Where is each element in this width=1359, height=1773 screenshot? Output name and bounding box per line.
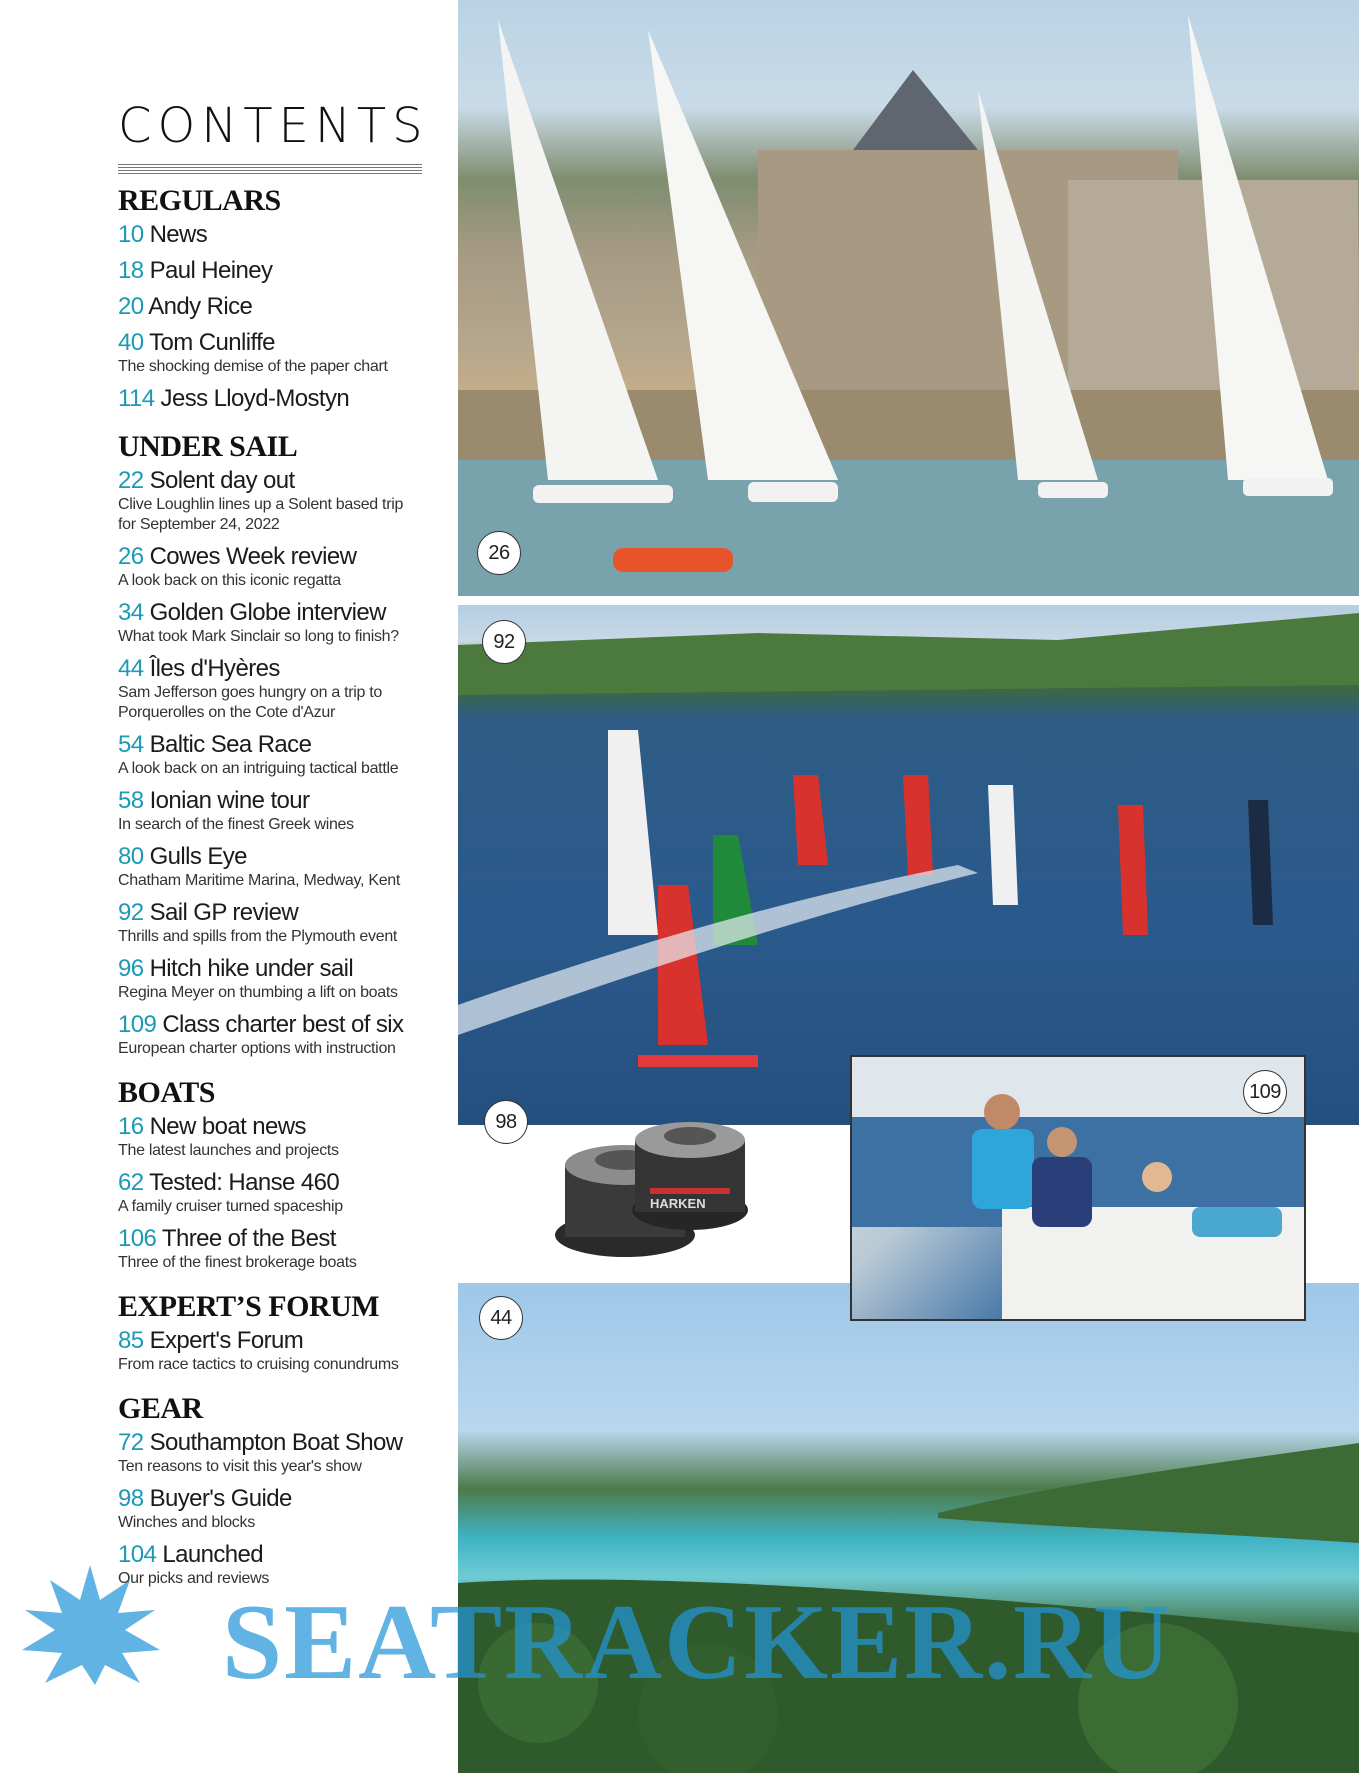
entry-description: Porquerolles on the Cote d'Azur (118, 704, 335, 721)
winch-product-image (540, 1110, 750, 1290)
entry-title: Expert's Forum (149, 1327, 304, 1354)
entry-description: Chatham Maritime Marina, Medway, Kent (118, 872, 401, 889)
toc-section (118, 430, 458, 1060)
toc-entry (118, 1168, 458, 1218)
toc-entry (118, 730, 458, 780)
entry-title: Tested: Hanse 460 (149, 1169, 340, 1196)
entry-title: Jess Lloyd-Mostyn (160, 385, 350, 412)
toc-entry (118, 256, 458, 286)
entry-description: European charter options with instruction (118, 1040, 396, 1057)
toc-entry (118, 954, 458, 1004)
toc-entry (118, 786, 458, 836)
entry-title: Golden Globe interview (149, 599, 386, 626)
entry-description: Thrills and spills from the Plymouth event (118, 928, 398, 945)
entry-description: Our picks and reviews (118, 1570, 270, 1587)
toc-entry (118, 292, 458, 322)
entry-description: Three of the finest brokerage boats (118, 1254, 357, 1271)
page-number: 106 (118, 1225, 157, 1252)
section-heading: GEAR (118, 1392, 203, 1425)
entry-description: In search of the finest Greek wines (118, 816, 354, 833)
page-badge-44: 44 (479, 1296, 523, 1340)
entry-description: What took Mark Sinclair so long to finish? (118, 628, 399, 645)
entry-title: Solent day out (149, 467, 295, 494)
page-number: 18 (118, 257, 144, 284)
entry-description: A family cruiser turned spaceship (118, 1198, 343, 1215)
page-number: 22 (118, 467, 144, 494)
entry-title: Baltic Sea Race (149, 731, 312, 758)
page-number: 10 (118, 221, 144, 248)
toc-sections (118, 184, 458, 1590)
entry-description: The shocking demise of the paper chart (118, 358, 388, 375)
page-number: 26 (118, 543, 144, 570)
toc-section (118, 1392, 458, 1590)
page-number: 40 (118, 329, 144, 356)
entry-title: Hitch hike under sail (149, 955, 354, 982)
page-number: 80 (118, 843, 144, 870)
entry-description: A look back on an intriguing tactical battle (118, 760, 399, 777)
entry-title: Buyer's Guide (149, 1485, 292, 1512)
toc-entry (118, 1224, 458, 1274)
toc-entry (118, 1428, 458, 1478)
entry-description: From race tactics to cruising conundrums (118, 1356, 399, 1373)
entry-title: Andy Rice (148, 293, 253, 320)
entry-title: News (149, 221, 208, 248)
section-heading: UNDER SAIL (118, 430, 298, 463)
section-heading: BOATS (118, 1076, 215, 1109)
page-badge-26: 26 (477, 531, 521, 575)
charter-crew-photo (850, 1055, 1306, 1321)
page-badge-109: 109 (1243, 1070, 1287, 1114)
toc-entry (118, 328, 458, 378)
entry-description: Regina Meyer on thumbing a lift on boats (118, 984, 398, 1001)
page-number: 72 (118, 1429, 144, 1456)
toc-entry (118, 1484, 458, 1534)
toc-section (118, 184, 458, 414)
toc-entry (118, 466, 458, 536)
contents-title: CONTENTS (118, 98, 429, 154)
page-number: 62 (118, 1169, 144, 1196)
toc-section (118, 1290, 458, 1376)
entry-description: Sam Jefferson goes hungry on a trip to (118, 684, 383, 701)
page-number: 114 (118, 385, 155, 412)
toc-entry (118, 542, 458, 592)
entry-title: Tom Cunliffe (149, 329, 275, 356)
page-number: 20 (118, 293, 144, 320)
page-number: 34 (118, 599, 144, 626)
page-number: 98 (118, 1485, 144, 1512)
entry-title: Launched (162, 1541, 263, 1568)
entry-title: Sail GP review (149, 899, 299, 926)
section-heading: EXPERT’S FORUM (118, 1290, 380, 1323)
winch-brand-label: HARKEN (650, 1196, 706, 1211)
toc-entry (118, 1326, 458, 1376)
entry-title: Cowes Week review (149, 543, 357, 570)
entry-description: Clive Loughlin lines up a Solent based trip (118, 496, 404, 513)
toc-entry (118, 842, 458, 892)
toc-section (118, 1076, 458, 1274)
page-number: 104 (118, 1541, 157, 1568)
table-of-contents (118, 98, 458, 1606)
page-badge-92: 92 (482, 620, 526, 664)
toc-entry (118, 384, 458, 414)
page-badge-98: 98 (484, 1100, 528, 1144)
entry-description: A look back on this iconic regatta (118, 572, 341, 589)
toc-entry (118, 898, 458, 948)
toc-entry (118, 1010, 458, 1060)
entry-description: Ten reasons to visit this year's show (118, 1458, 362, 1475)
entry-description: Winches and blocks (118, 1514, 255, 1531)
watermark-text: SEATRACKER.RU (222, 1583, 1174, 1702)
entry-description: The latest launches and projects (118, 1142, 339, 1159)
toc-entry (118, 1112, 458, 1162)
page-number: 44 (118, 655, 144, 682)
cowes-week-photo (458, 0, 1359, 596)
page-number: 58 (118, 787, 144, 814)
page-number: 54 (118, 731, 144, 758)
entry-title: Three of the Best (161, 1225, 336, 1252)
page-number: 109 (118, 1011, 157, 1038)
toc-entry (118, 598, 458, 648)
entry-title: Class charter best of six (162, 1011, 404, 1038)
sail-gp-photo (458, 605, 1359, 1125)
toc-entry (118, 220, 458, 250)
entry-description: for September 24, 2022 (118, 516, 280, 533)
title-rule (118, 162, 422, 174)
page-number: 96 (118, 955, 144, 982)
page-number: 16 (118, 1113, 144, 1140)
entry-title: New boat news (149, 1113, 306, 1140)
entry-title: Gulls Eye (149, 843, 247, 870)
toc-entry (118, 654, 458, 724)
entry-title: Îles d'Hyères (149, 655, 280, 682)
entry-title: Southampton Boat Show (149, 1429, 403, 1456)
entry-title: Paul Heiney (149, 257, 273, 284)
page-number: 92 (118, 899, 144, 926)
section-heading: REGULARS (118, 184, 281, 217)
page-number: 85 (118, 1327, 144, 1354)
entry-title: Ionian wine tour (149, 787, 310, 814)
